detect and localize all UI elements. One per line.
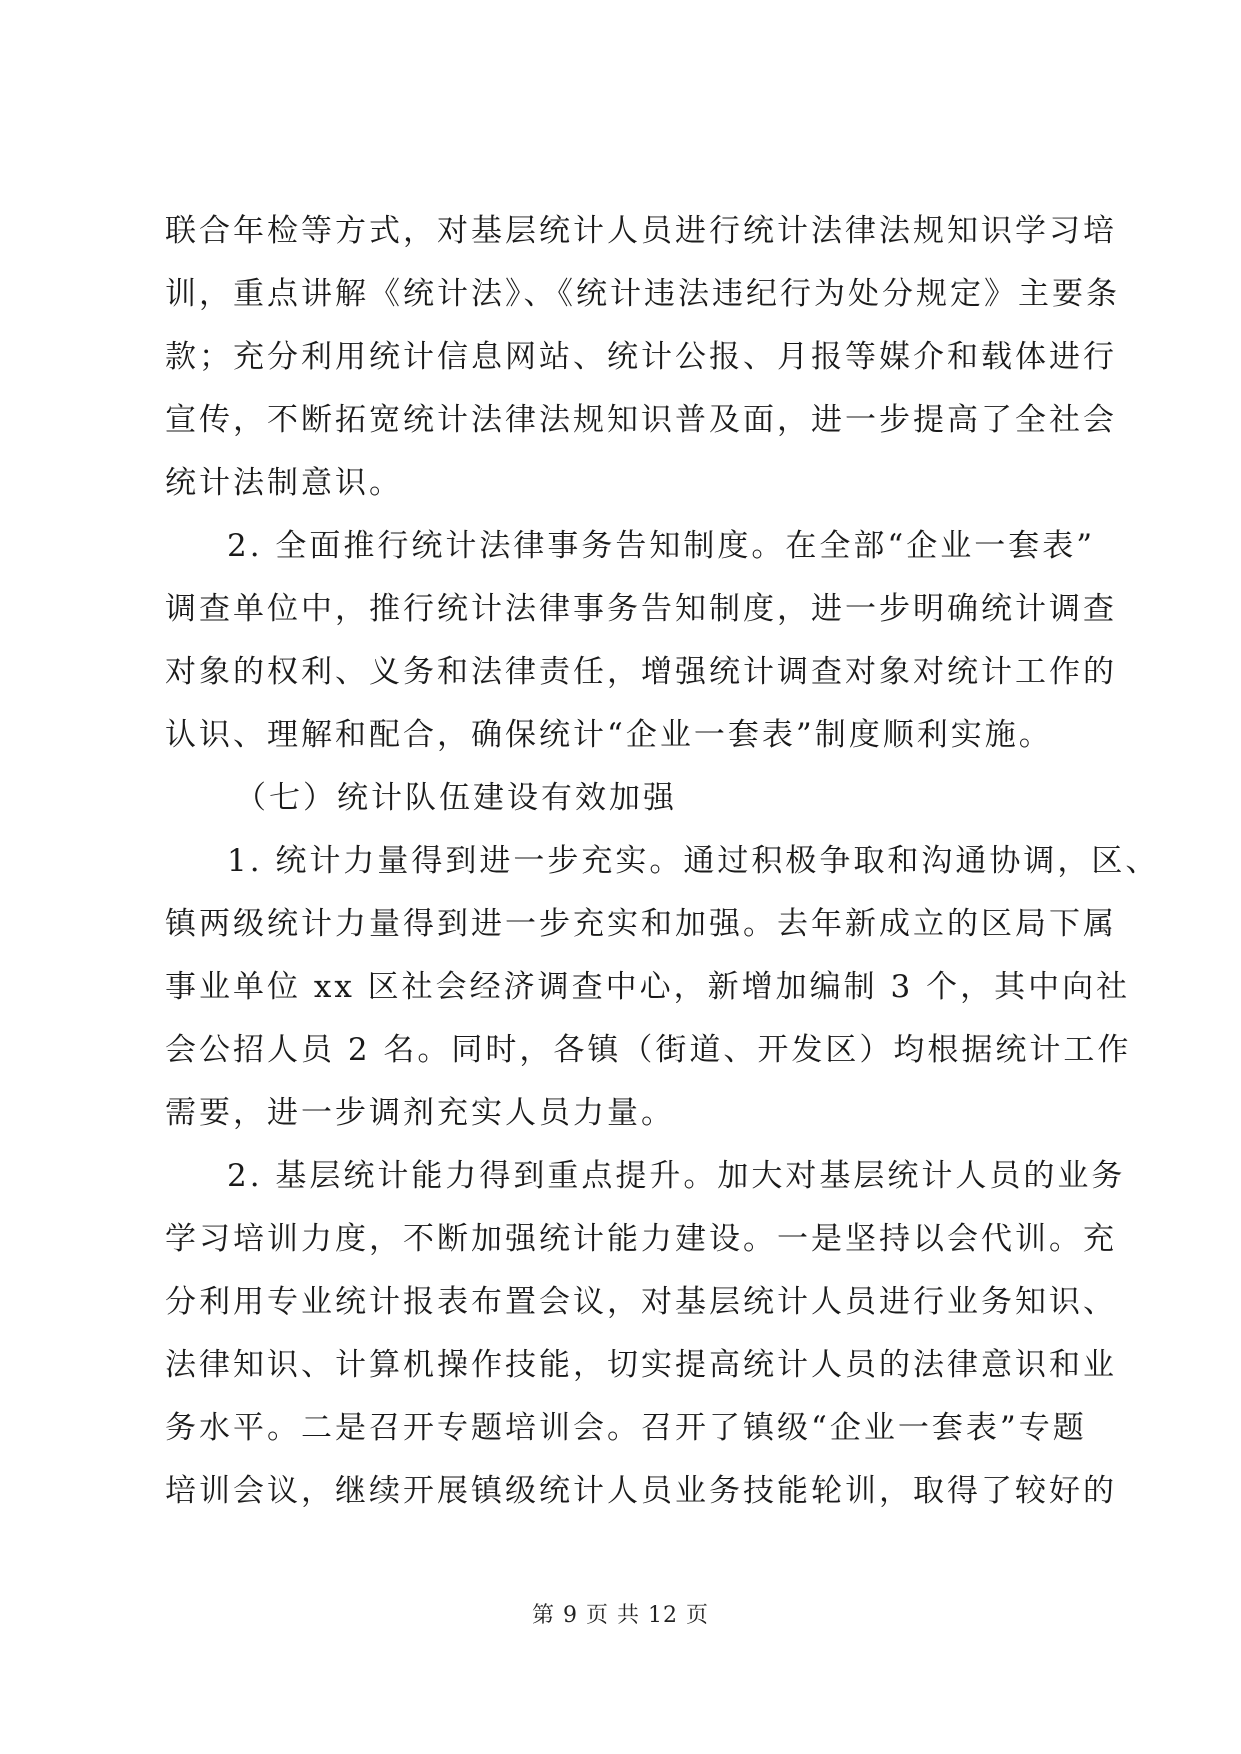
text-line: 会公招人员 2 名。同时，各镇（街道、开发区）均根据统计工作 — [165, 1032, 1132, 1068]
text-line: 调查单位中，推行统计法律事务告知制度，进一步明确统计调查 — [165, 591, 1117, 627]
page-number-footer: 第 9 页 共 12 页 — [532, 1603, 709, 1628]
text-line: 款；充分利用统计信息网站、统计公报、月报等媒介和载体进行 — [165, 339, 1117, 375]
document-body — [165, 200, 1160, 1523]
text-line: 认识、理解和配合，确保统计“企业一套表”制度顺利实施。 — [165, 717, 1053, 753]
text-line: 务水平。二是召开专题培训会。召开了镇级“企业一套表”专题 — [165, 1410, 1087, 1446]
paragraph-start-line: 2. 基层统计能力得到重点提升。加大对基层统计人员的业务 — [227, 1158, 1126, 1194]
text-line: 对象的权利、义务和法律责任，增强统计调查对象对统计工作的 — [165, 654, 1117, 690]
text-line: 宣传，不断拓宽统计法律法规知识普及面，进一步提高了全社会 — [165, 402, 1117, 438]
text-line: 统计法制意识。 — [165, 465, 403, 501]
paragraph-start-line: 1. 统计力量得到进一步充实。通过积极争取和沟通协调，区、 — [227, 843, 1160, 879]
text-line: 培训会议，继续开展镇级统计人员业务技能轮训，取得了较好的 — [165, 1473, 1117, 1509]
text-line: 需要，进一步调剂充实人员力量。 — [165, 1095, 675, 1131]
text-line: 联合年检等方式，对基层统计人员进行统计法律法规知识学习培 — [165, 213, 1117, 249]
text-line: 法律知识、计算机操作技能，切实提高统计人员的法律意识和业 — [165, 1347, 1117, 1383]
section-heading: （七）统计队伍建设有效加强 — [235, 780, 677, 816]
paragraph-start-line: 2. 全面推行统计法律事务告知制度。在全部“企业一套表” — [227, 528, 1096, 564]
text-line: 分利用专业统计报表布置会议，对基层统计人员进行业务知识、 — [165, 1284, 1117, 1320]
text-line: 镇两级统计力量得到进一步充实和加强。去年新成立的区局下属 — [165, 906, 1117, 942]
text-line: 训，重点讲解《统计法》、《统计违法违纪行为处分规定》主要条 — [165, 276, 1120, 312]
text-line: 学习培训力度，不断加强统计能力建设。一是坚持以会代训。充 — [165, 1221, 1117, 1257]
text-line: 事业单位 xx 区社会经济调查中心，新增加编制 3 个，其中向社 — [165, 969, 1131, 1005]
